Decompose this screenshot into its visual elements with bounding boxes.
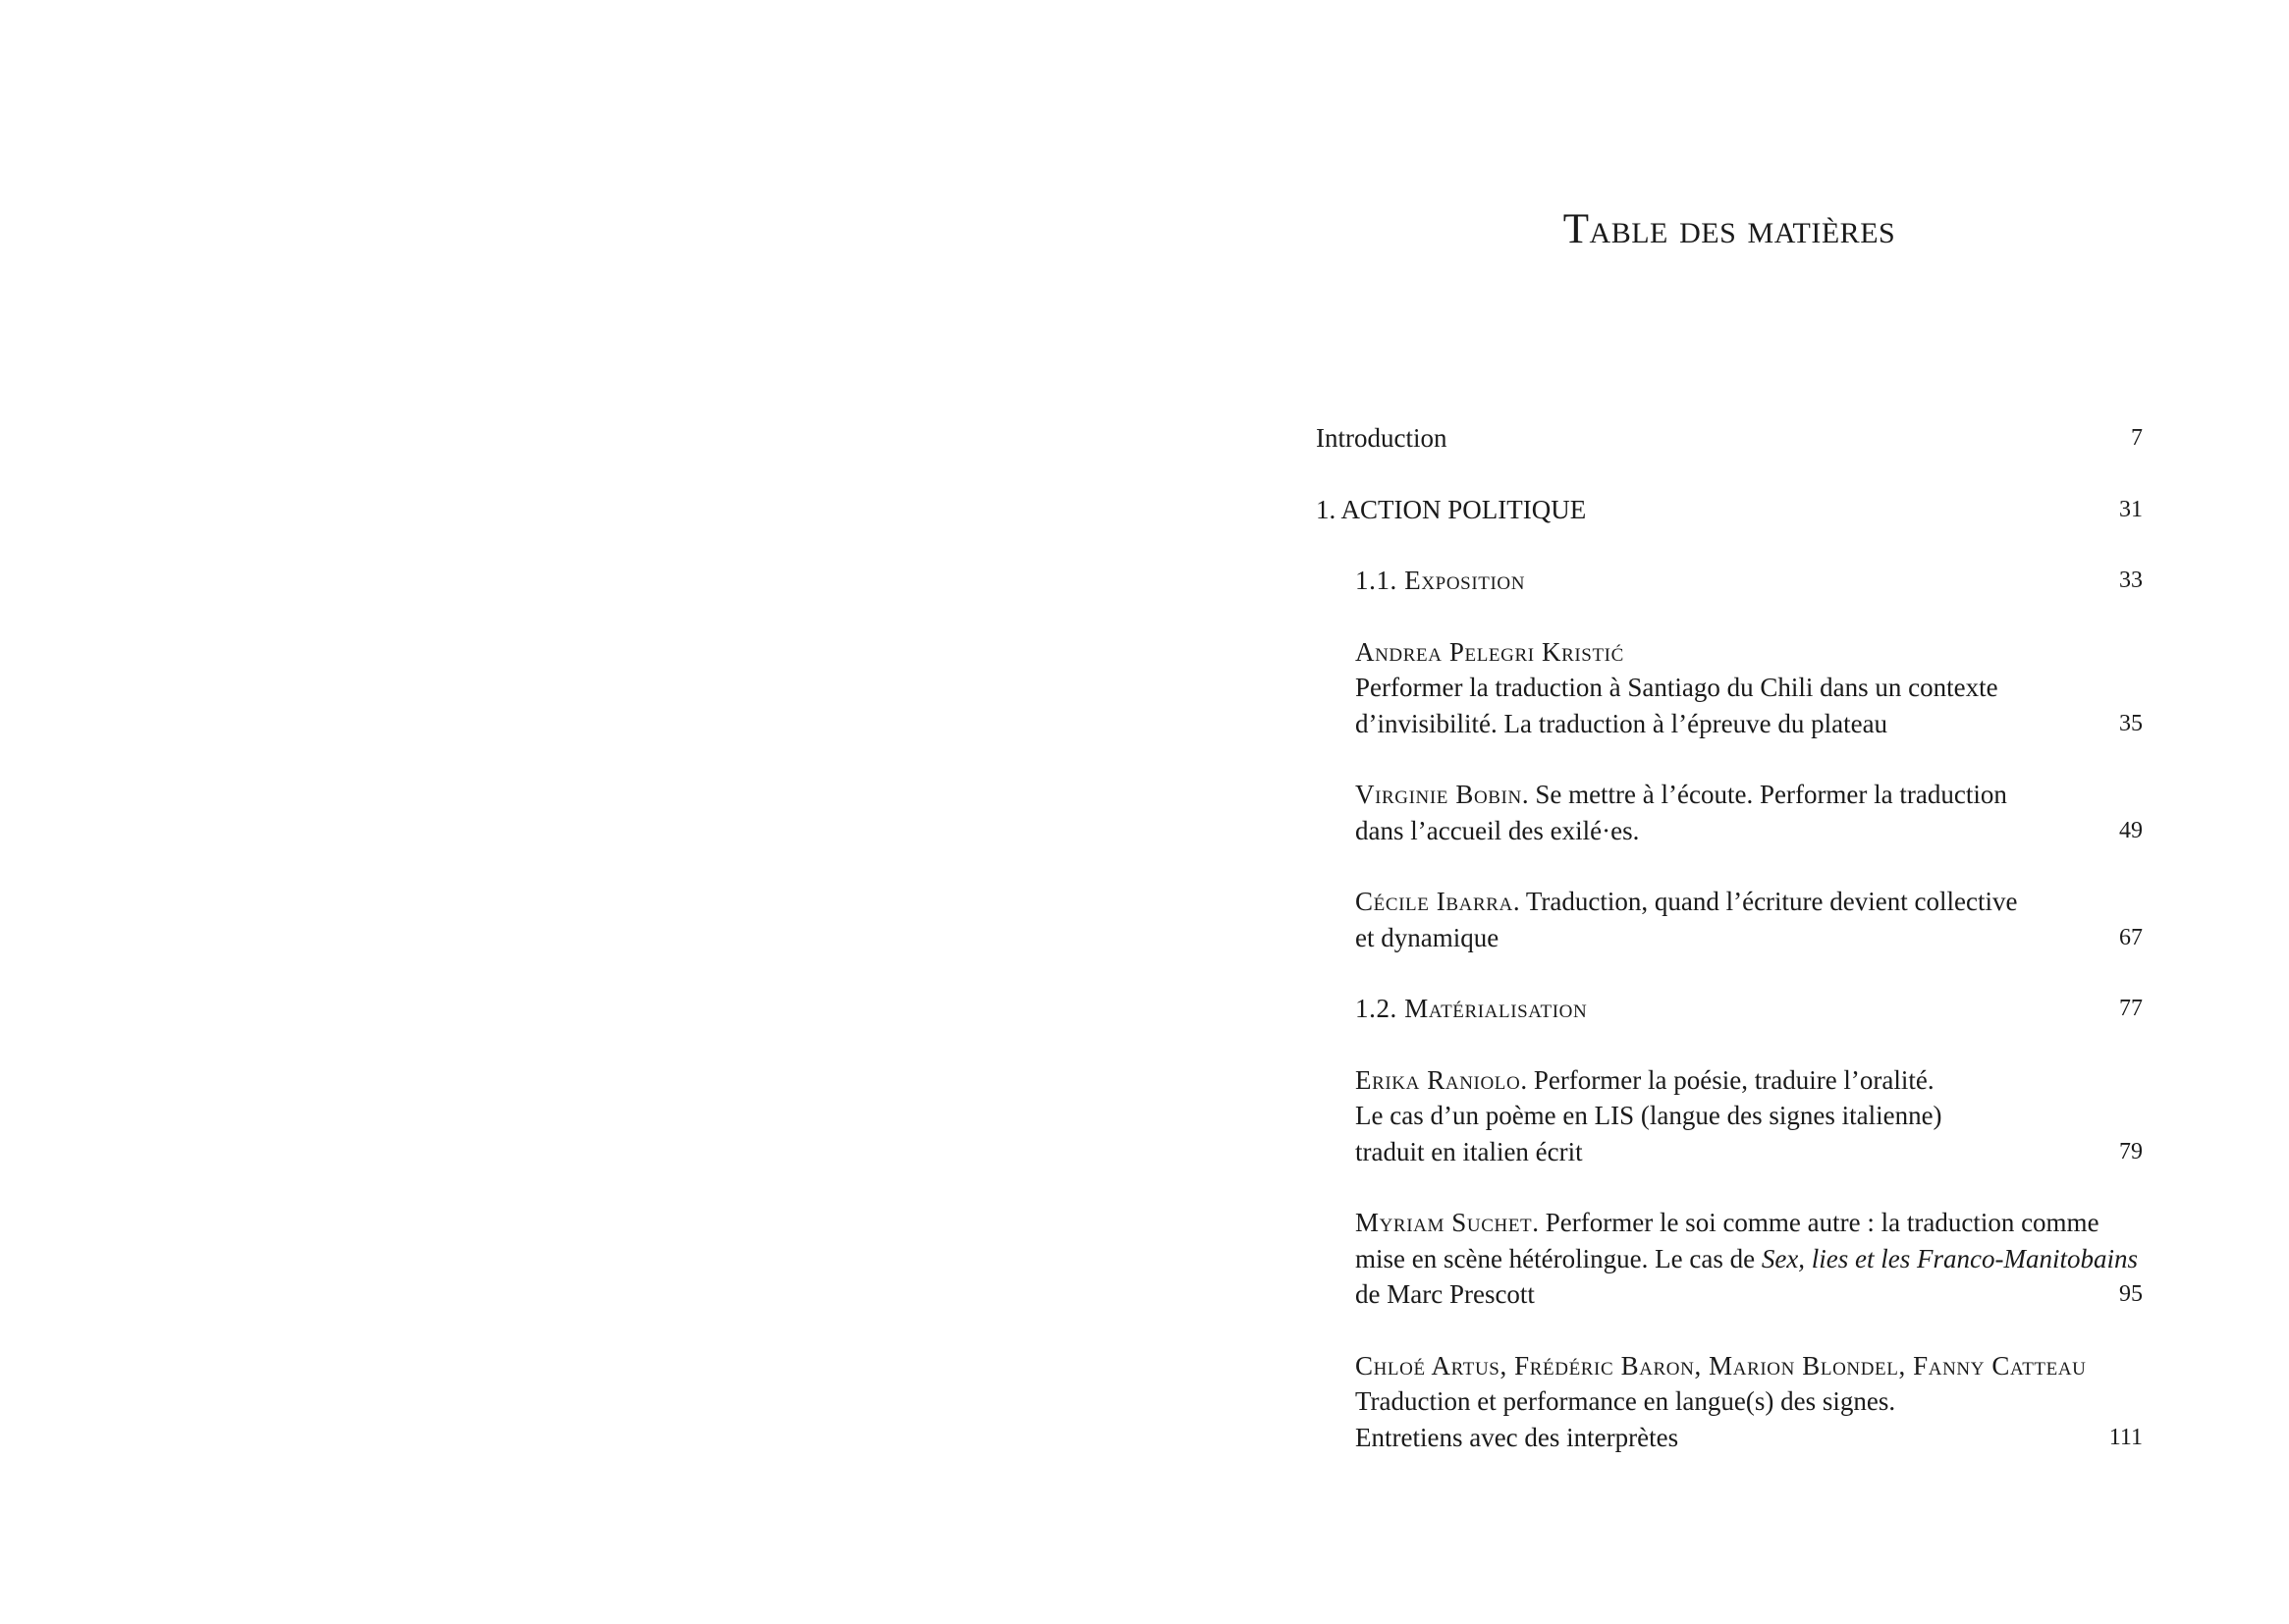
toc-entry-pelegri[interactable] (1316, 634, 2143, 742)
author-name: Erika Raniolo (1355, 1064, 1521, 1095)
page-number: 35 (2119, 710, 2143, 736)
author-names: Chloé Artus, Frédéric Baron, Marion Blondel, Fanny Catteau (1355, 1350, 2087, 1380)
toc-entry-section-1-1[interactable] (1316, 563, 2143, 599)
article-title-line: . Traduction, quand l’écriture devient collective (1512, 887, 2018, 916)
page-number: 79 (2119, 1138, 2143, 1164)
toc-entry-introduction[interactable] (1316, 420, 2143, 457)
toc-entry-label: 1. ACTION POLITIQUE (1316, 494, 1587, 524)
page-title: Table des matières (1562, 206, 1896, 252)
toc-entry-artus-baron-blondel-catteau[interactable] (1316, 1348, 2143, 1456)
table-of-contents (1316, 420, 2143, 1455)
article-title-line: . Performer le soi comme autre : la traduction comme (1532, 1208, 2099, 1237)
page-number: 111 (2108, 1424, 2143, 1450)
article-title-line: Performer la traduction à Santiago du Chili dans un contexte (1355, 673, 1998, 702)
toc-entry-label: 1.1. Exposition (1355, 566, 1526, 595)
toc-entry-label: 1.2. Matérialisation (1355, 994, 1588, 1023)
page-number: 67 (2119, 924, 2143, 950)
toc-entry-section-1-2[interactable] (1316, 991, 2143, 1027)
article-title-line: Le cas d’un poème en LIS (langue des signes italienne) (1355, 1101, 1942, 1130)
article-title-line: de Marc Prescott (1355, 1279, 1535, 1309)
toc-entry-raniolo[interactable] (1316, 1062, 2143, 1170)
article-title-line: . Se mettre à l’écoute. Performer la traduction (1521, 780, 2007, 809)
article-title-line: traduit en italien écrit (1355, 1136, 1583, 1166)
article-title-line: Traduction et performance en langue(s) des signes. (1355, 1386, 1896, 1416)
author-name: Andrea Pelegri Kristić (1355, 636, 1624, 667)
page-number: 95 (2119, 1281, 2143, 1307)
page-number: 7 (2131, 425, 2143, 451)
work-title: Sex, lies et les Franco-Manitobains (1761, 1243, 2138, 1273)
toc-entry-bobin[interactable] (1316, 777, 2143, 848)
article-title-line: d’invisibilité. La traduction à l’épreuve du plateau (1355, 708, 1888, 738)
page-number: 77 (2119, 996, 2143, 1021)
author-name: Myriam Suchet (1355, 1208, 1533, 1237)
page-number: 33 (2119, 568, 2143, 593)
author-name: Cécile Ibarra (1355, 887, 1513, 916)
page-number: 31 (2119, 496, 2143, 522)
page-number: 49 (2119, 817, 2143, 843)
article-title-line: mise en scène hétérolingue. Le cas de (1355, 1243, 1762, 1273)
article-title-line: dans l’accueil des exilé·es. (1355, 815, 1640, 845)
article-title-line: Entretiens avec des interprètes (1355, 1422, 1679, 1452)
toc-entry-suchet[interactable] (1316, 1205, 2143, 1313)
author-name: Virginie Bobin (1355, 780, 1522, 809)
toc-entry-part-1[interactable] (1316, 492, 2143, 528)
article-title-line: et dynamique (1355, 922, 1499, 952)
right-page (1316, 0, 2151, 1624)
toc-entry-ibarra[interactable] (1316, 884, 2143, 955)
article-title-line: . Performer la poésie, traduire l’oralité. (1520, 1064, 1935, 1095)
toc-entry-label: Introduction (1316, 423, 1447, 453)
